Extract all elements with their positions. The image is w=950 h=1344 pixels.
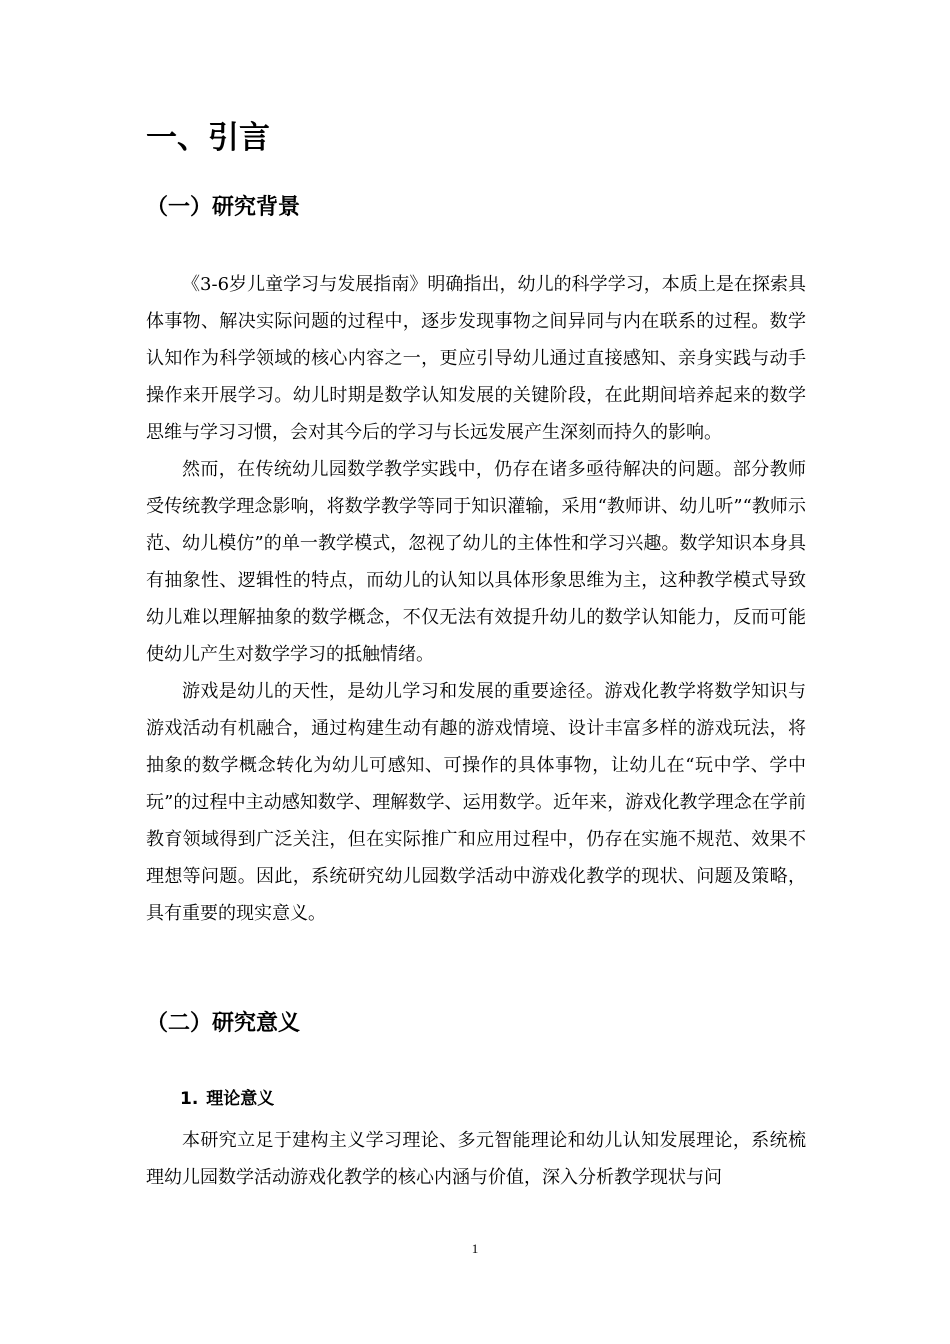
section-heading-background: （一）研究背景 [146, 195, 301, 220]
subsection-heading-theory [180, 1085, 274, 1113]
paragraph-3: 游戏是幼儿的天性，是幼儿学习和发展的重要途径。游戏化教学将数学知识与游戏活动有机融合，通过构建生动有趣的游戏情境、设计丰富多样的游戏玩法，将抽象的数学概念转化为幼儿可感知、可操作的具体事物，让幼儿在“玩中学、学中玩”的过程中主动感知数学、理解数学、运用数学。近年来，游戏化教学理念在学前教育领域得到广泛关注，但在实际推广和应用过程中，仍存在实施不规范、效果不理想等问题。因此，系统研究幼儿园数学活动中游戏化教学的现状、问题及策略，具有重要的现实意义。 [146, 681, 806, 924]
page-number: 1 [471, 1241, 479, 1256]
subsection-title: 理论意义 [206, 1089, 275, 1109]
paragraph-2: 然而，在传统幼儿园数学教学实践中，仍存在诸多亟待解决的问题。部分教师受传统教学理念影响，将数学教学等同于知识灌输，采用“教师讲、幼儿听”“教师示范、幼儿模仿”的单一教学模式，忽视了幼儿的主体性和学习兴趣。数学知识本身具有抽象性、逻辑性的特点，而幼儿的认知以具体形象思维为主，这种教学模式导致幼儿难以理解抽象的数学概念，不仅无法有效提升幼儿的数学认知能力，反而可能使幼儿产生对数学学习的抵触情绪。 [146, 459, 806, 665]
paragraph-1: 《3-6岁儿童学习与发展指南》明确指出，幼儿的科学学习，本质上是在探索具体事物、解决实际问题的过程中，逐步发现事物之间异同与内在联系的过程。数学认知作为科学领域的核心内容之一，更应引导幼儿通过直接感知、亲身实践与动手操作来开展学习。幼儿时期是数学认知发展的关键阶段，在此期间培养起来的数学思维与学习习惯，会对其今后的学习与长远发展产生深刻而持久的影响。 [146, 274, 806, 443]
section-heading-significance: （二）研究意义 [146, 1011, 301, 1036]
paragraph-theory: 本研究立足于建构主义学习理论、多元智能理论和幼儿认知发展理论，系统梳理幼儿园数学活动游戏化教学的核心内涵与价值，深入分析教学现状与问 [146, 1130, 806, 1188]
subsection-number: 1. [180, 1089, 199, 1109]
theory-body [146, 1122, 806, 1196]
background-body [146, 266, 806, 932]
chapter-heading: 一、引言 [146, 120, 270, 156]
